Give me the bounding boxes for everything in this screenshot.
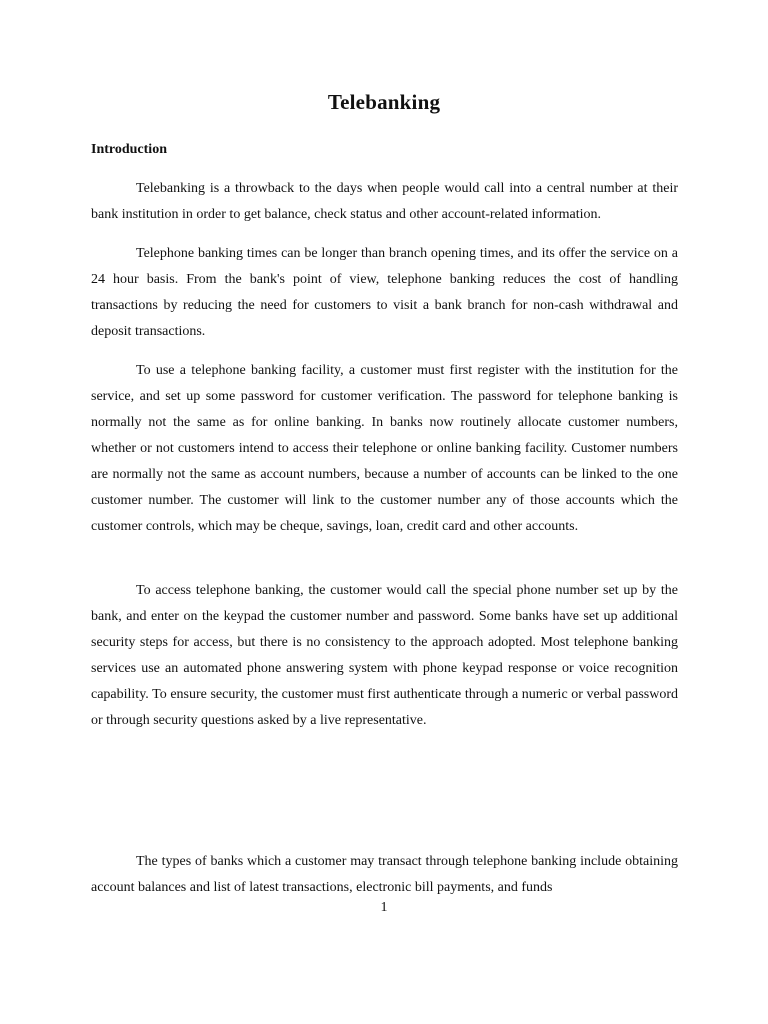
paragraph-5: The types of banks which a customer may transact through telephone banking include obtaining account balances and list of latest transactions, electronic bill payments, and funds (91, 854, 678, 895)
page-title: Telebanking (327, 90, 441, 114)
paragraph-3: To use a telephone banking facility, a customer must first register with the institution for the service, and set up some password for customer verification. The password for telephone banking is normally not the same as for online banking. In banks now routinely allocate customer numbers, whether or not customers intend to access their telephone or online banking facility. Customer numbers are normally not the same as account numbers, because a number of accounts can be linked to the one customer number. The customer will link to the customer number any of those accounts which the customer controls, which may be cheque, savings, loan, credit card and other accounts. (91, 363, 678, 534)
paragraph-1: Telebanking is a throwback to the days when people would call into a central number at their bank institution in order to get balance, check status and other account-related information. (91, 181, 678, 222)
section-heading: Introduction (91, 142, 167, 157)
page-number: 1 (380, 900, 388, 915)
paragraph-2: Telephone banking times can be longer than branch opening times, and its offer the service on a 24 hour basis. From the bank's point of view, telephone banking reduces the cost of handling transactions by reducing the need for customers to visit a bank branch for non-cash withdrawal and deposit transactions. (91, 246, 678, 339)
paragraph-4: To access telephone banking, the customer would call the special phone number set up by the bank, and enter on the keypad the customer number and password. Some banks have set up additional security steps for access, but there is no consistency to the approach adopted. Most telephone banking services use an automated phone answering system with phone keypad response or voice recognition capability. To ensure security, the customer must first authenticate through a numeric or verbal password or through security questions asked by a live representative. (91, 583, 678, 728)
